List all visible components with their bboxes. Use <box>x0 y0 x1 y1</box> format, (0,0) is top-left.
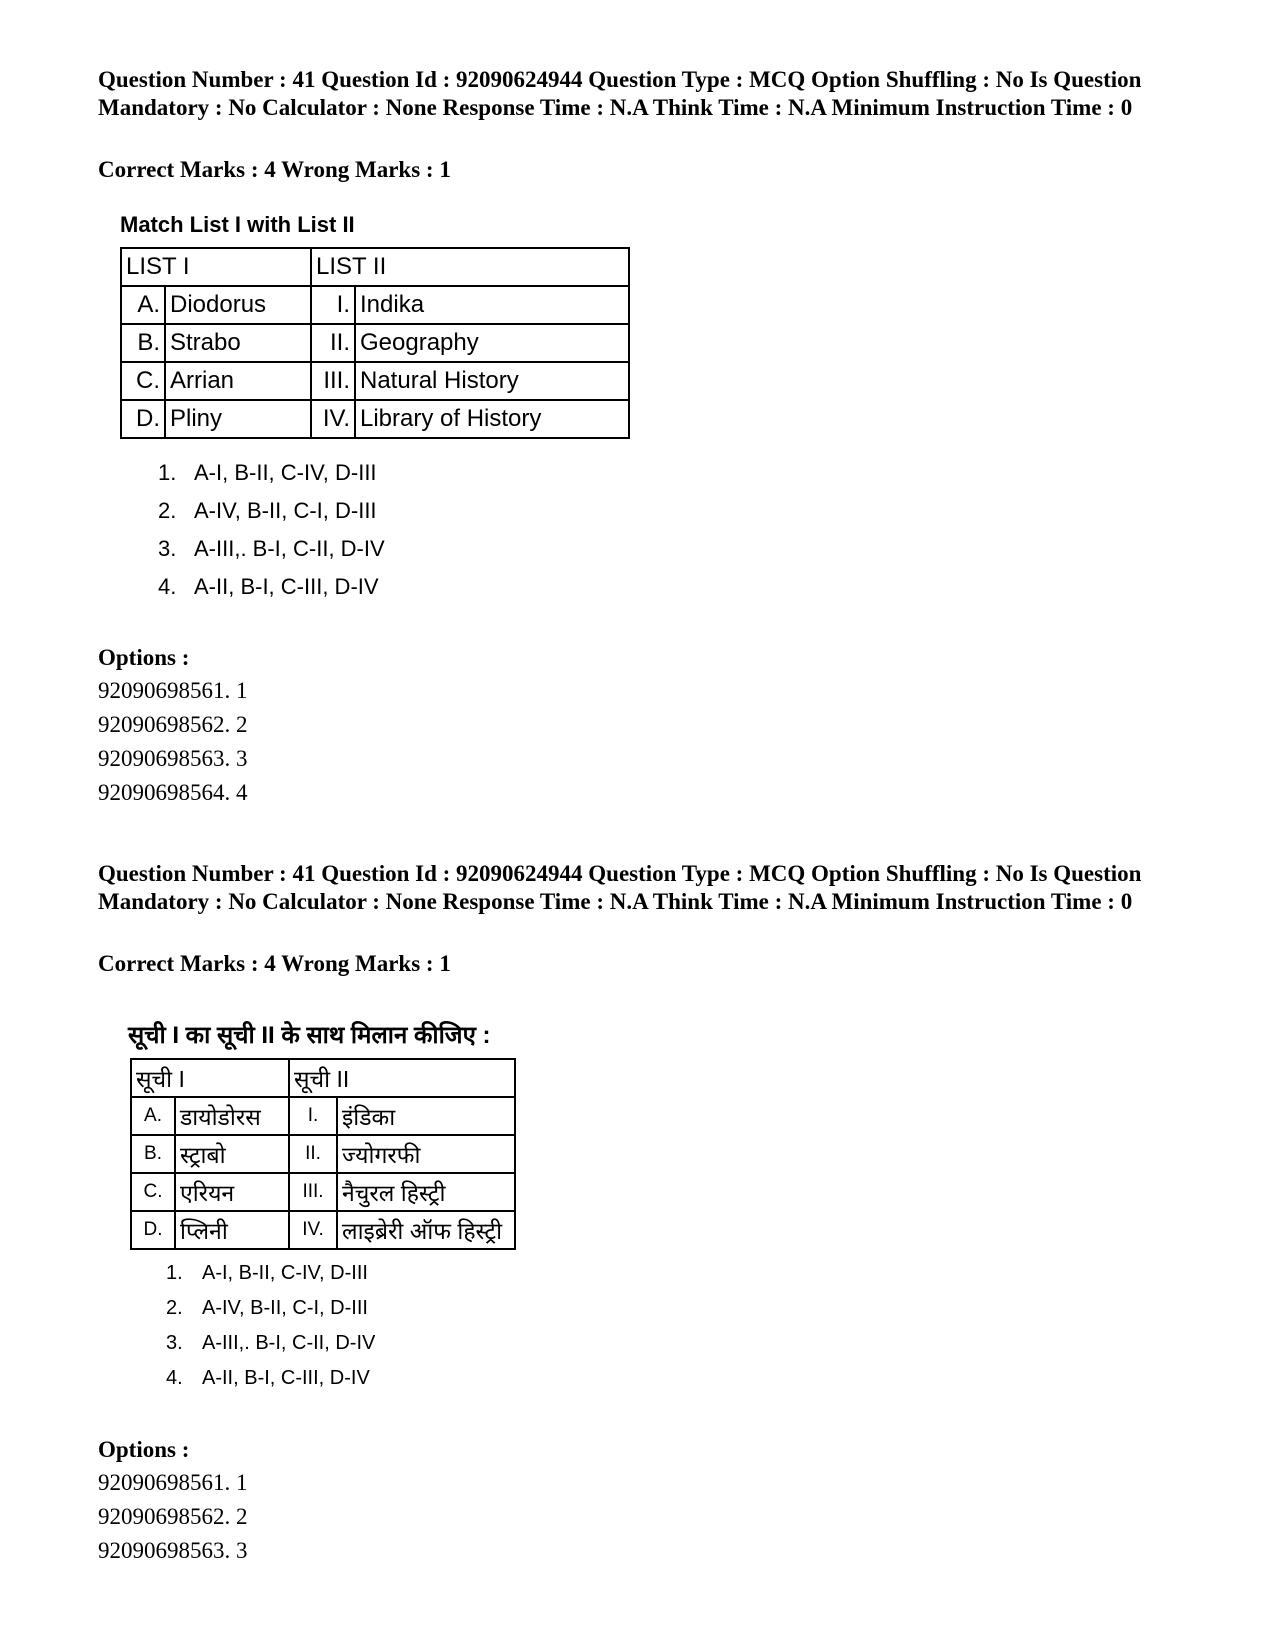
answer-choice <box>158 492 385 530</box>
match-table <box>120 247 630 439</box>
list-1-label: D. <box>131 1211 175 1249</box>
table-row <box>131 1135 515 1173</box>
option-item: 92090698563. 3 <box>98 1538 248 1563</box>
list-2-label: II. <box>289 1135 337 1173</box>
list-2-label: III. <box>289 1173 337 1211</box>
list-1-item: प्लिनी <box>175 1211 289 1249</box>
list-2-label: III. <box>311 362 355 400</box>
list-1-item: एरियन <box>175 1173 289 1211</box>
choice-text: A-I, B-II, C-IV, D-III <box>202 1262 368 1284</box>
list-1-item: Diodorus <box>165 286 311 324</box>
list-2-item: लाइब्रेरी ऑफ हिस्ट्री <box>337 1211 515 1249</box>
choice-text: A-IV, B-II, C-I, D-III <box>194 498 377 523</box>
list-2-label: I. <box>289 1097 337 1135</box>
list-2-label: II. <box>311 324 355 362</box>
option-item: 92090698561. 1 <box>98 678 248 703</box>
list-1-item: Pliny <box>165 400 311 438</box>
table-row <box>121 324 629 362</box>
choice-number: 3. <box>158 536 177 561</box>
list-1-label: C. <box>121 362 165 400</box>
answer-choice <box>166 1291 375 1326</box>
answer-choice <box>158 568 385 606</box>
question-meta: Question Number : 41 Question Id : 92090624944 Question Type : MCQ Option Shuffling : No Is Question Mandatory : No Calculator : None Response Time : N.A Think Time : N.A Minimum Instruction Time : 0 <box>98 67 1142 120</box>
list-2-item: नैचुरल हिस्ट्री <box>337 1173 515 1211</box>
marks-info: Correct Marks : 4 Wrong Marks : 1 <box>98 157 451 182</box>
list-2-item: ज्योगरफी <box>337 1135 515 1173</box>
table-row <box>131 1211 515 1249</box>
match-instruction: Match List I with List II <box>120 212 355 237</box>
answer-choice <box>166 1256 375 1291</box>
list-2-item: Geography <box>355 324 629 362</box>
choice-number: 3. <box>166 1332 183 1354</box>
choice-number: 2. <box>166 1297 183 1319</box>
match-table <box>130 1058 516 1250</box>
list-1-header: सूची I <box>131 1059 289 1097</box>
choice-number: 4. <box>166 1367 183 1389</box>
answer-choice <box>158 454 385 492</box>
list-1-item: Arrian <box>165 362 311 400</box>
answer-choices <box>158 454 385 606</box>
option-item: 92090698561. 1 <box>98 1470 248 1495</box>
table-row <box>121 286 629 324</box>
choice-text: A-IV, B-II, C-I, D-III <box>202 1297 368 1319</box>
list-1-header: LIST I <box>121 248 311 286</box>
option-item: 92090698563. 3 <box>98 746 248 771</box>
choice-text: A-II, B-I, C-III, D-IV <box>202 1367 370 1389</box>
choice-number: 4. <box>158 574 177 599</box>
choice-number: 1. <box>166 1262 183 1284</box>
list-1-label: B. <box>131 1135 175 1173</box>
table-row <box>131 1173 515 1211</box>
table-header-row <box>121 248 629 286</box>
list-2-header: सूची II <box>289 1059 515 1097</box>
answer-choice <box>166 1326 375 1361</box>
choice-text: A-III,. B-I, C-II, D-IV <box>194 536 385 561</box>
choice-text: A-III,. B-I, C-II, D-IV <box>202 1332 376 1354</box>
list-1-label: C. <box>131 1173 175 1211</box>
table-row <box>121 362 629 400</box>
list-1-item: Strabo <box>165 324 311 362</box>
list-2-item: Natural History <box>355 362 629 400</box>
option-item: 92090698562. 2 <box>98 712 248 737</box>
option-item: 92090698562. 2 <box>98 1504 248 1529</box>
list-2-item: Library of History <box>355 400 629 438</box>
choice-text: A-I, B-II, C-IV, D-III <box>194 460 377 485</box>
marks-info: Correct Marks : 4 Wrong Marks : 1 <box>98 951 451 976</box>
list-1-item: डायोडोरस <box>175 1097 289 1135</box>
match-instruction: सूची I का सूची II के साथ मिलान कीजिए : <box>128 1022 491 1049</box>
list-2-label: IV. <box>311 400 355 438</box>
list-1-label: D. <box>121 400 165 438</box>
list-2-label: I. <box>311 286 355 324</box>
question-meta: Question Number : 41 Question Id : 92090624944 Question Type : MCQ Option Shuffling : No Is Question Mandatory : No Calculator : None Response Time : N.A Think Time : N.A Minimum Instruction Time : 0 <box>98 861 1142 914</box>
options-heading: Options : <box>98 645 190 670</box>
list-2-header: LIST II <box>311 248 629 286</box>
answer-choices <box>166 1256 375 1396</box>
list-1-item: स्ट्राबो <box>175 1135 289 1173</box>
choice-text: A-II, B-I, C-III, D-IV <box>194 574 379 599</box>
table-row <box>131 1097 515 1135</box>
list-2-item: इंडिका <box>337 1097 515 1135</box>
table-row <box>121 400 629 438</box>
answer-choice <box>158 530 385 568</box>
list-1-label: B. <box>121 324 165 362</box>
list-1-label: A. <box>121 286 165 324</box>
list-1-label: A. <box>131 1097 175 1135</box>
list-2-label: IV. <box>289 1211 337 1249</box>
choice-number: 1. <box>158 460 177 485</box>
list-2-item: Indika <box>355 286 629 324</box>
answer-choice <box>166 1361 375 1396</box>
choice-number: 2. <box>158 498 177 523</box>
option-item: 92090698564. 4 <box>98 780 248 805</box>
options-heading: Options : <box>98 1437 190 1462</box>
table-header-row <box>131 1059 515 1097</box>
